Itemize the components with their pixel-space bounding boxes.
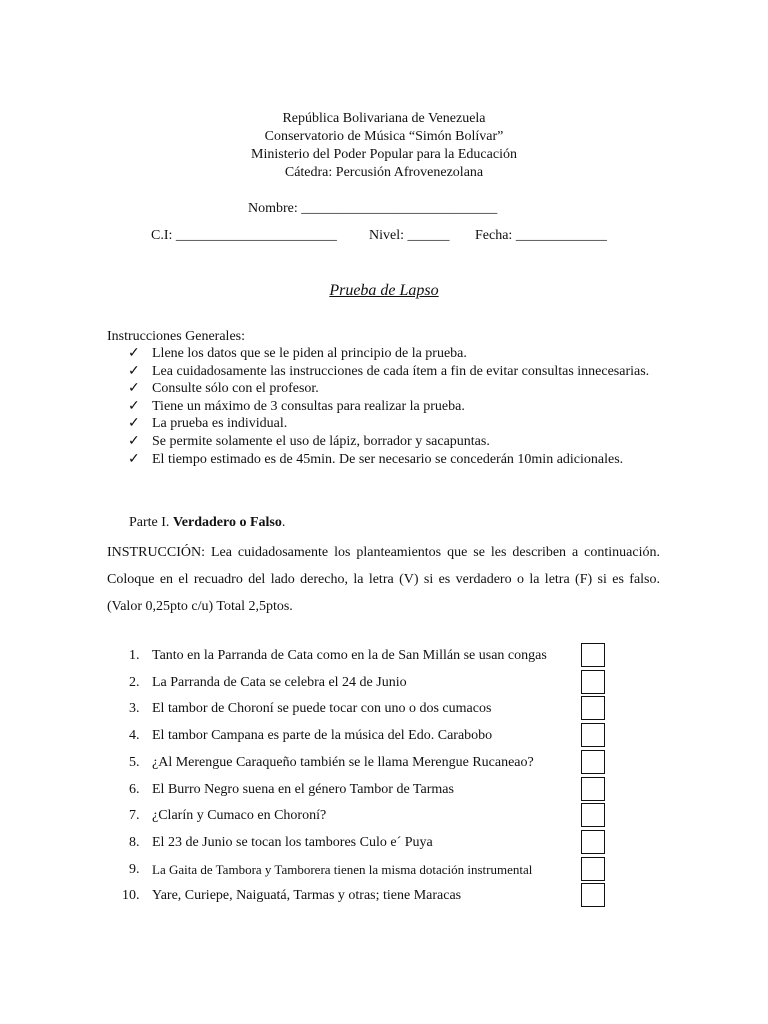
instruction-text: La prueba es individual. bbox=[152, 416, 288, 432]
question-row bbox=[129, 830, 609, 856]
check-icon: ✓ bbox=[128, 416, 140, 432]
question-row bbox=[122, 883, 609, 909]
nombre-field[interactable]: Nombre: ____________________________ bbox=[248, 201, 498, 216]
question-number: 7. bbox=[129, 808, 140, 824]
question-number: 9. bbox=[129, 861, 140, 877]
question-number: 4. bbox=[129, 728, 140, 744]
question-row bbox=[129, 696, 609, 722]
part-name: Verdadero o Falso bbox=[172, 515, 282, 530]
question-number: 3. bbox=[129, 701, 140, 717]
answer-box[interactable] bbox=[581, 643, 605, 667]
instruction-text: Tiene un máximo de 3 consultas para realizar la prueba. bbox=[152, 398, 465, 414]
instruction-item bbox=[128, 380, 660, 398]
part-instruction: INSTRUCCIÓN: Lea cuidadosamente los planteamientos que se les describen a continuación. Coloque en el recuadro del lado derecho, la letra (V) si es verdadero o la letra (F) si es falso. (Valor 0,25pto c/u) Total 2,5ptos. bbox=[107, 545, 660, 614]
instruction-text: Llene los datos que se le piden al principio de la prueba. bbox=[152, 346, 467, 361]
check-icon: ✓ bbox=[128, 433, 140, 449]
answer-box[interactable] bbox=[581, 696, 605, 720]
answer-box[interactable] bbox=[581, 803, 605, 827]
question-text: Tanto en la Parranda de Cata como en la de San Millán se usan congas bbox=[152, 648, 547, 663]
check-icon: ✓ bbox=[128, 363, 140, 379]
answer-box[interactable] bbox=[581, 857, 605, 881]
question-text: El Burro Negro suena en el género Tambor de Tarmas bbox=[152, 781, 454, 797]
question-row bbox=[129, 670, 609, 696]
document-header bbox=[0, 110, 768, 182]
instruction-text: El tiempo estimado es de 45min. De ser necesario se concederán 10min adicionales. bbox=[152, 451, 624, 467]
header-conservatory: Conservatorio de Música “Simón Bolívar” bbox=[264, 129, 504, 144]
question-row bbox=[129, 723, 609, 749]
question-row bbox=[129, 803, 609, 829]
question-number: 6. bbox=[129, 781, 140, 797]
question-row bbox=[129, 750, 609, 776]
answer-box[interactable] bbox=[581, 723, 605, 747]
question-text: La Gaita de Tambora y Tamborera tienen la misma dotación instrumental bbox=[152, 861, 533, 877]
instructions-list bbox=[128, 345, 660, 468]
part-title bbox=[129, 514, 285, 532]
question-text: ¿Al Merengue Caraqueño también se le llama Merengue Rucaneao? bbox=[152, 754, 534, 770]
check-icon: ✓ bbox=[128, 398, 140, 414]
question-text: El tambor Campana es parte de la música del Edo. Carabobo bbox=[152, 728, 493, 744]
question-number: 8. bbox=[129, 834, 140, 850]
instruction-item bbox=[128, 433, 660, 451]
part-suffix: . bbox=[281, 515, 286, 530]
question-text: El 23 de Junio se tocan los tambores Culo e´ Puya bbox=[152, 834, 433, 850]
header-ministry: Ministerio del Poder Popular para la Educación bbox=[251, 147, 517, 162]
question-text: ¿Clarín y Cumaco en Choroní? bbox=[152, 808, 327, 824]
instruction-text: Consulte sólo con el profesor. bbox=[152, 381, 319, 397]
question-text: El tambor de Choroní se puede tocar con uno o dos cumacos bbox=[152, 701, 492, 717]
answer-box[interactable] bbox=[581, 830, 605, 854]
header-republic: República Bolivariana de Venezuela bbox=[282, 111, 486, 126]
question-row bbox=[129, 777, 609, 803]
instruction-item bbox=[128, 398, 660, 416]
instructions-heading: Instrucciones Generales: bbox=[107, 329, 245, 344]
answer-box[interactable] bbox=[581, 670, 605, 694]
answer-box[interactable] bbox=[581, 777, 605, 801]
question-number: 10. bbox=[122, 888, 140, 904]
exam-title: Prueba de Lapso bbox=[329, 282, 439, 299]
question-row bbox=[129, 857, 609, 883]
instruction-text: Se permite solamente el uso de lápiz, borrador y sacapuntas. bbox=[152, 433, 490, 449]
part-prefix: Parte I. bbox=[129, 515, 173, 530]
question-text: Yare, Curiepe, Naiguatá, Tarmas y otras; tiene Maracas bbox=[152, 888, 462, 904]
question-row bbox=[129, 643, 609, 669]
instruction-item bbox=[128, 451, 660, 469]
instruction-item bbox=[128, 415, 660, 433]
question-number: 2. bbox=[129, 674, 140, 690]
question-number: 5. bbox=[129, 754, 140, 770]
ci-field[interactable]: C.I: _______________________ bbox=[151, 228, 337, 243]
question-text: La Parranda de Cata se celebra el 24 de Junio bbox=[152, 674, 407, 690]
check-icon: ✓ bbox=[128, 451, 140, 467]
instruction-item bbox=[128, 363, 660, 381]
answer-box[interactable] bbox=[581, 883, 605, 907]
header-chair: Cátedra: Percusión Afrovenezolana bbox=[284, 165, 484, 180]
answer-box[interactable] bbox=[581, 750, 605, 774]
fecha-field[interactable]: Fecha: _____________ bbox=[475, 228, 607, 243]
check-icon: ✓ bbox=[128, 346, 140, 361]
instruction-text: Lea cuidadosamente las instrucciones de cada ítem a fin de evitar consultas innecesarias. bbox=[152, 363, 650, 379]
instruction-item bbox=[128, 345, 660, 363]
check-icon: ✓ bbox=[128, 381, 140, 397]
nivel-field[interactable]: Nivel: ______ bbox=[369, 228, 450, 243]
question-number: 1. bbox=[129, 648, 140, 663]
